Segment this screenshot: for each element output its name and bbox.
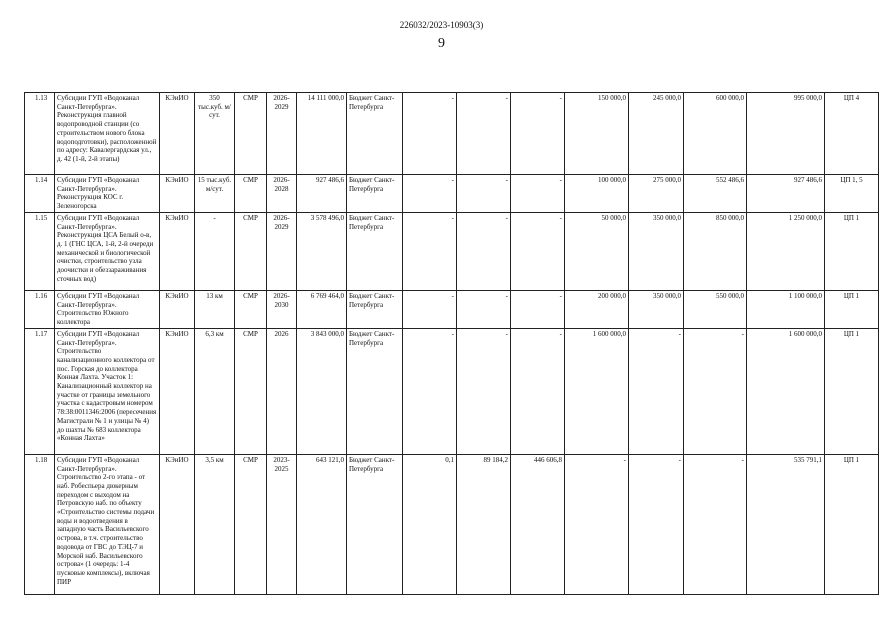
row-number: 1.16 — [25, 290, 55, 328]
row-agency: КЭиИО — [160, 290, 195, 328]
page-number: 9 — [438, 36, 445, 51]
row-value-4: 100 000,0 — [565, 175, 629, 213]
row-value-4: 1 600 000,0 — [565, 328, 629, 454]
row-goal: ЦП 1 — [825, 328, 879, 454]
row-sum: 1 600 000,0 — [747, 328, 825, 454]
row-value-1: - — [403, 212, 457, 290]
row-goal: ЦП 4 — [825, 93, 879, 175]
row-total-cost: 6 769 464,0 — [297, 290, 347, 328]
row-goal: ЦП 1, 5 — [825, 175, 879, 213]
row-description: Субсидии ГУП «Водоканал Санкт-Петербурга». Реконструкция ЦСА Белый о-в, д. 1 (ГНС ЦСА, 1-й, 2-й очереди механической и биологической очистки, строительство узла доочистки и обеззараживания сточных вод) — [55, 212, 160, 290]
row-value-5: 350 000,0 — [629, 290, 684, 328]
row-value-2: - — [457, 290, 511, 328]
row-work-type: СМР — [235, 290, 267, 328]
row-capacity: 15 тыс.куб. м/сут. — [195, 175, 235, 213]
row-value-6: - — [684, 454, 747, 594]
row-value-3: - — [511, 93, 565, 175]
row-value-2: 89 184,2 — [457, 454, 511, 594]
row-value-3: - — [511, 175, 565, 213]
row-work-type: СМР — [235, 454, 267, 594]
row-value-1: - — [403, 93, 457, 175]
row-value-6: - — [684, 328, 747, 454]
row-number: 1.18 — [25, 454, 55, 594]
row-value-4: 50 000,0 — [565, 212, 629, 290]
row-agency: КЭиИО — [160, 328, 195, 454]
row-value-6: 600 000,0 — [684, 93, 747, 175]
row-years: 2026 — [267, 328, 297, 454]
row-total-cost: 14 111 000,0 — [297, 93, 347, 175]
table-row — [25, 328, 879, 454]
row-years: 2026-2029 — [267, 212, 297, 290]
row-value-3: - — [511, 328, 565, 454]
row-years: 2023-2025 — [267, 454, 297, 594]
row-value-3: 446 606,8 — [511, 454, 565, 594]
row-number: 1.14 — [25, 175, 55, 213]
row-work-type: СМР — [235, 175, 267, 213]
row-capacity: 350 тыс.куб. м/сут. — [195, 93, 235, 175]
table-row — [25, 454, 879, 594]
row-total-cost: 3 843 000,0 — [297, 328, 347, 454]
document-number: 226032/2023-10903(3) — [399, 20, 484, 30]
row-value-2: - — [457, 212, 511, 290]
row-value-6: 552 486,6 — [684, 175, 747, 213]
row-years: 2026-2028 — [267, 175, 297, 213]
row-sum: 995 000,0 — [747, 93, 825, 175]
row-capacity: 3,5 км — [195, 454, 235, 594]
row-value-4: 200 000,0 — [565, 290, 629, 328]
row-agency: КЭиИО — [160, 212, 195, 290]
row-goal: ЦП 1 — [825, 212, 879, 290]
row-total-cost: 3 578 496,0 — [297, 212, 347, 290]
row-value-5: 275 000,0 — [629, 175, 684, 213]
row-value-3: - — [511, 290, 565, 328]
row-value-4: - — [565, 454, 629, 594]
row-years: 2026-2030 — [267, 290, 297, 328]
row-number: 1.13 — [25, 93, 55, 175]
row-value-5: - — [629, 328, 684, 454]
row-funding-source: Бюджет Санкт-Петербурга — [347, 454, 403, 594]
row-agency: КЭиИО — [160, 175, 195, 213]
row-value-1: - — [403, 328, 457, 454]
row-value-5: 245 000,0 — [629, 93, 684, 175]
row-goal: ЦП 1 — [825, 290, 879, 328]
row-funding-source: Бюджет Санкт-Петербурга — [347, 175, 403, 213]
row-agency: КЭиИО — [160, 93, 195, 175]
row-sum: 1 250 000,0 — [747, 212, 825, 290]
row-value-2: - — [457, 175, 511, 213]
table-row — [25, 290, 879, 328]
row-number: 1.17 — [25, 328, 55, 454]
row-work-type: СМР — [235, 212, 267, 290]
row-funding-source: Бюджет Санкт-Петербурга — [347, 212, 403, 290]
row-value-2: - — [457, 93, 511, 175]
investment-table — [24, 92, 879, 595]
row-value-1: - — [403, 290, 457, 328]
row-total-cost: 927 486,6 — [297, 175, 347, 213]
table-row — [25, 212, 879, 290]
row-value-3: - — [511, 212, 565, 290]
row-capacity: 6,3 км — [195, 328, 235, 454]
row-description: Субсидии ГУП «Водоканал Санкт-Петербурга». Строительство 2-го этапа - от наб. Робеспьера дюкерным переходом с выходом на Петровскую наб. по объекту «Строительство системы подачи воды и водоотведения в западную часть Васильевского острова, в т.ч. строительство водовода от ГВС до ТЭЦ-7 и Морской наб. Васильевского острова» (1 очередь: 1-4 пусковые комплексы), включая ПИР — [55, 454, 160, 594]
row-sum: 927 486,6 — [747, 175, 825, 213]
row-description: Субсидии ГУП «Водоканал Санкт-Петербурга». Реконструкция главной водопроводной станции (со строительством нового блока водоподготовки), расположенной по адресу: Кавалергардская ул., д. 42 (1-й, 2-й этапы) — [55, 93, 160, 175]
table-row — [25, 93, 879, 175]
table-row — [25, 175, 879, 213]
row-years: 2026-2029 — [267, 93, 297, 175]
row-description: Субсидии ГУП «Водоканал Санкт-Петербурга». Строительство Южного коллектора — [55, 290, 160, 328]
row-sum: 1 100 000,0 — [747, 290, 825, 328]
row-work-type: СМР — [235, 93, 267, 175]
row-value-5: 350 000,0 — [629, 212, 684, 290]
row-funding-source: Бюджет Санкт-Петербурга — [347, 328, 403, 454]
row-funding-source: Бюджет Санкт-Петербурга — [347, 290, 403, 328]
row-funding-source: Бюджет Санкт-Петербурга — [347, 93, 403, 175]
row-value-6: 850 000,0 — [684, 212, 747, 290]
row-capacity: 13 км — [195, 290, 235, 328]
row-agency: КЭиИО — [160, 454, 195, 594]
row-value-6: 550 000,0 — [684, 290, 747, 328]
row-description: Субсидии ГУП «Водоканал Санкт-Петербурга». Реконструкция КОС г. Зеленогорска — [55, 175, 160, 213]
row-value-4: 150 000,0 — [565, 93, 629, 175]
row-value-5: - — [629, 454, 684, 594]
row-goal: ЦП 1 — [825, 454, 879, 594]
row-value-2: - — [457, 328, 511, 454]
row-number: 1.15 — [25, 212, 55, 290]
row-total-cost: 643 121,0 — [297, 454, 347, 594]
row-capacity: - — [195, 212, 235, 290]
row-description: Субсидии ГУП «Водоканал Санкт-Петербурга». Строительство канализационного коллектора от пос. Горская до коллектора Конная Лахта. Участок 1: Канализационный коллектор на участке от границы земельного участка с кадастровым номером 78:38:0011346:2006 (пересечения Магистрали № 1 и улицы № 4) до шахты № 683 коллектора «Конная Лахта» — [55, 328, 160, 454]
row-value-1: 0,1 — [403, 454, 457, 594]
row-value-1: - — [403, 175, 457, 213]
row-work-type: СМР — [235, 328, 267, 454]
row-sum: 535 791,1 — [747, 454, 825, 594]
